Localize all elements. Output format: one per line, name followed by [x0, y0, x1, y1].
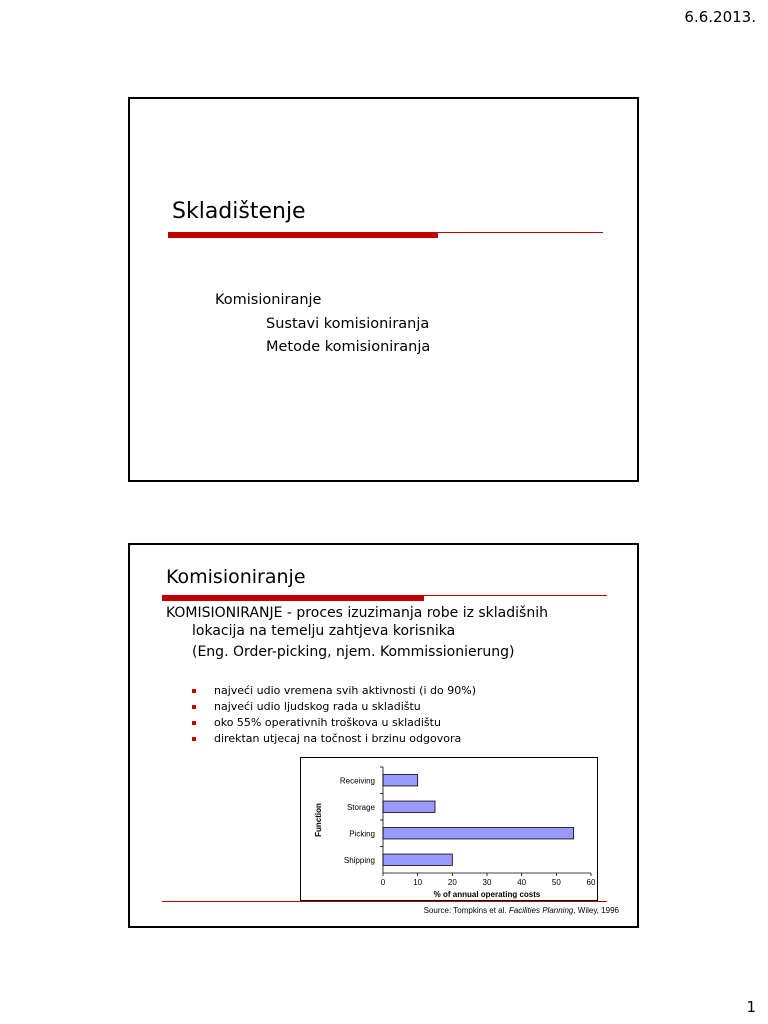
- category-label: Picking: [349, 829, 375, 839]
- page-number: 1: [746, 998, 756, 1016]
- bullet-icon: [192, 689, 196, 693]
- outline-item-2: Sustavi komisioniranja: [266, 316, 430, 332]
- title-underline-thick: [168, 232, 438, 238]
- bar-shipping: [383, 854, 452, 865]
- definition-line-1: - proces izuzimanja robe iz skladišnih: [282, 605, 548, 621]
- category-label: Storage: [346, 802, 375, 812]
- definition-note: (Eng. Order-picking, njem. Kommissionierung): [192, 644, 515, 660]
- bar-picking: [383, 828, 574, 839]
- bullet-list: [192, 683, 476, 747]
- category-label: Receiving: [339, 776, 375, 786]
- definition-term: KOMISIONIRANJE: [166, 605, 283, 621]
- chart-frame: [300, 757, 598, 901]
- list-item: najveći udio ljudskog rada u skladištu: [192, 699, 476, 715]
- bar-receiving: [383, 775, 418, 786]
- slide-1: [128, 97, 639, 482]
- bar-chart: [301, 758, 597, 900]
- footer-divider: [162, 901, 607, 902]
- x-tick-label: 50: [551, 878, 561, 887]
- page-date: 6.6.2013.: [684, 8, 756, 26]
- x-tick-label: 60: [586, 878, 596, 887]
- x-tick-label: 40: [517, 878, 527, 887]
- bullet-icon: [192, 737, 196, 741]
- x-tick-label: 30: [482, 878, 492, 887]
- outline-item-1: Komisioniranje: [215, 292, 322, 308]
- x-axis-label: % of annual operating costs: [433, 890, 541, 899]
- source-citation: Source: Tompkins et al. Facilities Planning, Wiley, 1996: [423, 906, 619, 915]
- category-label: Shipping: [343, 855, 375, 865]
- list-item: oko 55% operativnih troškova u skladištu: [192, 715, 476, 731]
- list-item: direktan utjecaj na točnost i brzinu odgovora: [192, 731, 476, 747]
- outline-item-3: Metode komisioniranja: [266, 339, 431, 355]
- y-axis-label: Function: [314, 803, 323, 837]
- x-tick-label: 0: [380, 878, 386, 887]
- bullet-icon: [192, 721, 196, 725]
- x-tick-label: 20: [447, 878, 457, 887]
- x-tick-label: 10: [413, 878, 423, 887]
- definition-line-2: lokacija na temelju zahtjeva korisnika: [192, 623, 456, 639]
- title-underline-thick: [162, 595, 424, 601]
- slide-2-title: Komisioniranje: [166, 566, 306, 588]
- bullet-icon: [192, 705, 196, 709]
- list-item: najveći udio vremena svih aktivnosti (i do 90%): [192, 683, 476, 699]
- definition-text: [166, 604, 606, 661]
- slide-1-title: Skladištenje: [172, 199, 306, 224]
- bar-storage: [383, 801, 435, 812]
- slide-2: [128, 543, 639, 928]
